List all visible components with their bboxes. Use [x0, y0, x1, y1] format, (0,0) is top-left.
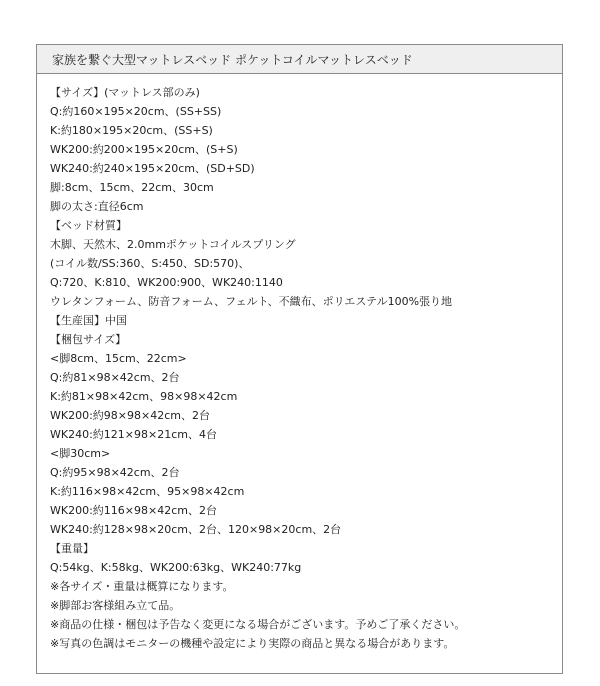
- spec-note-color: ※写真の色調はモニターの機種や設定により実際の商品と異なる場合があります。: [50, 637, 455, 650]
- spec-note-spec-change: ※商品の仕様・梱包は予告なく変更になる場合がございます。予めご了承ください。: [50, 618, 466, 631]
- spec-note-approx: ※各サイズ・重量は概算になります。: [50, 580, 234, 593]
- spec-weight-values: Q:54kg、K:58kg、WK200:63kg、WK240:77kg: [50, 561, 302, 574]
- spec-package-tall-q: Q:約95×98×42cm、2台: [50, 466, 180, 479]
- spec-size-wk240: WK240:約240×195×20cm、(SD+SD): [50, 162, 255, 175]
- spec-coil-count-sizes: Q:720、K:810、WK200:900、WK240:1140: [50, 276, 283, 289]
- spec-coil-count: (コイル数/SS:360、S:450、SD:570)、: [50, 257, 250, 270]
- spec-size-k: K:約180×195×20cm、(SS+S): [50, 124, 213, 137]
- spec-package-heading: 【梱包サイズ】: [50, 333, 127, 346]
- spec-size-q: Q:約160×195×20cm、(SS+SS): [50, 105, 222, 118]
- spec-leg-heights: 脚:8cm、15cm、22cm、30cm: [50, 181, 214, 194]
- spec-title: 家族を繋ぐ大型マットレスベッド ポケットコイルマットレスベッド: [52, 52, 413, 67]
- spec-package-short-q: Q:約81×98×42cm、2台: [50, 371, 180, 384]
- spec-size-wk200: WK200:約200×195×20cm、(S+S): [50, 143, 238, 156]
- spec-package-short-wk240: WK240:約121×98×21cm、4台: [50, 428, 217, 441]
- spec-note-assembly: ※脚部お客様組み立て品。: [50, 599, 181, 612]
- spec-body: [50, 83, 558, 653]
- spec-leg-thickness: 脚の太さ:直径6cm: [50, 200, 144, 213]
- spec-package-tall-wk200: WK200:約116×98×42cm、2台: [50, 504, 217, 517]
- spec-table: [36, 44, 563, 674]
- spec-package-tall-legs: <脚30cm>: [50, 447, 111, 460]
- spec-size-heading: 【サイズ】(マットレス部のみ): [50, 86, 200, 99]
- spec-material-heading: 【ベッド材質】: [50, 219, 127, 232]
- spec-weight-heading: 【重量】: [50, 542, 94, 555]
- spec-material-fabric: ウレタンフォーム、防音フォーム、フェルト、不織布、ポリエステル100%張り地: [50, 295, 453, 308]
- spec-origin: 【生産国】中国: [50, 314, 127, 327]
- spec-package-short-k: K:約81×98×42cm、98×98×42cm: [50, 390, 238, 403]
- spec-package-short-wk200: WK200:約98×98×42cm、2台: [50, 409, 210, 422]
- spec-material-main: 木脚、天然木、2.0mmポケットコイルスプリング: [50, 238, 296, 251]
- spec-package-tall-wk240: WK240:約128×98×20cm、2台、120×98×20cm、2台: [50, 523, 342, 536]
- spec-package-short-legs: <脚8cm、15cm、22cm>: [50, 352, 187, 365]
- spec-header: [37, 45, 562, 74]
- spec-package-tall-k: K:約116×98×42cm、95×98×42cm: [50, 485, 245, 498]
